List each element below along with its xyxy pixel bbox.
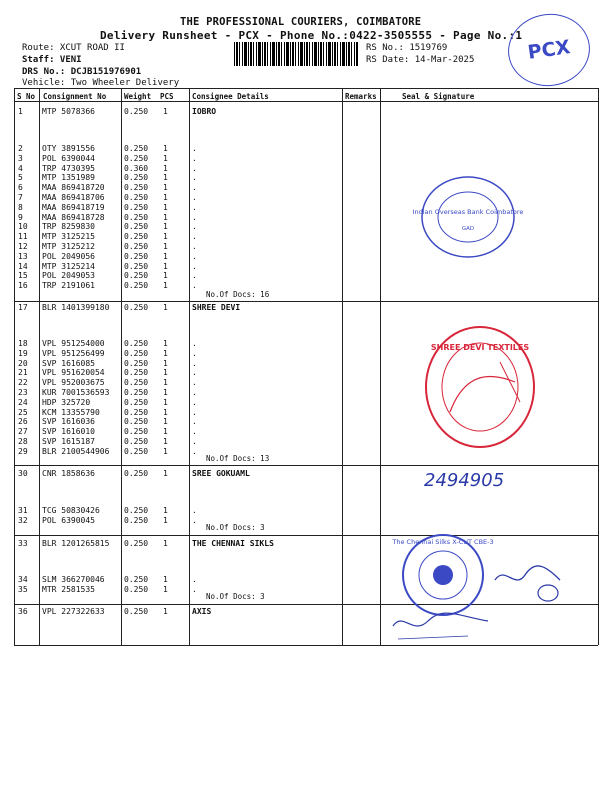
cell-wt: 0.250 [124,506,149,515]
cell-wt: 0.250 [124,515,149,525]
cell-sno: 29 [18,446,28,456]
cell-pcs: 1 [163,193,168,202]
cell-wt: 0.250 [124,469,149,478]
cell-wt: 0.250 [124,212,149,222]
cell-det: . [192,212,197,222]
cell-cons: MTP 3125214 [42,261,95,271]
cell-cons: TRP 8259830 [42,222,95,232]
bank-seal-stamp [412,172,524,262]
cell-pcs: 1 [163,163,168,173]
cell-sno: 9 [18,212,23,222]
cell-sno: 36 [18,607,28,616]
cell-wt: 0.250 [124,607,149,616]
cell-sno: 35 [18,584,28,594]
cell-cons: SVP 1616085 [42,358,95,368]
cell-sno: 13 [18,251,28,261]
cell-sno: 23 [18,388,28,397]
cell-cons: VPL 951254000 [42,339,105,348]
cell-cons: VPL 951620054 [42,368,105,378]
cell-det: . [192,358,197,368]
cell-wt: 0.250 [124,242,149,251]
cell-cons: MAA 869418719 [42,202,105,212]
cell-sno: 2 [18,144,23,153]
cell-pcs: 1 [163,251,168,261]
cell-pcs: 1 [163,339,168,348]
cell-cons: SVP 1615187 [42,437,95,446]
cell-det: . [192,281,197,291]
cell-sno: 24 [18,397,28,407]
cell-pcs: 1 [163,506,168,515]
cell-cons: BLR 1201265815 [42,539,110,548]
cell-sno: 16 [18,281,28,291]
cell-wt: 0.250 [124,446,149,456]
cell-wt: 0.250 [124,397,149,407]
cell-sno: 26 [18,417,28,427]
group-divider [14,465,598,466]
cell-det: . [192,251,197,261]
cell-sno: 15 [18,271,28,281]
cell-det: . [192,163,197,173]
cell-cons: VPL 951256499 [42,348,105,358]
cell-pcs: 1 [163,368,168,378]
cell-cons: CNR 1858636 [42,469,95,478]
cell-sno: 28 [18,437,28,446]
company-title: THE PROFESSIONAL COURIERS, COIMBATORE [180,16,422,28]
cell-wt: 0.250 [124,388,149,397]
cell-pcs: 1 [163,348,168,358]
cell-det: . [192,153,197,163]
cell-pcs: 1 [163,232,168,242]
col-seal-signature: Seal & Signature [402,92,475,101]
cell-pcs: 1 [163,584,168,594]
column-line [189,88,190,645]
route-label: Route: XCUT ROAD II [22,43,125,53]
cell-wt: 0.250 [124,437,149,446]
header-divider [14,101,598,102]
cell-cons: KUR 7001536593 [42,388,110,397]
cell-wt: 0.250 [124,539,149,548]
cell-cons: HDP 325720 [42,397,91,407]
cell-pcs: 1 [163,417,168,427]
cell-det: . [192,261,197,271]
cell-cons: TCG 50830426 [42,506,100,515]
cell-cons: MTP 3125212 [42,242,95,251]
chennai-signature [490,555,570,605]
cell-det: . [192,202,197,212]
cell-pcs: 1 [163,212,168,222]
cell-wt: 0.250 [124,303,149,312]
drs-number: DRS No.: DCJB151976901 [22,67,142,77]
cell-cons: KCM 13355790 [42,407,100,417]
cell-cons: SVP 1616036 [42,417,95,427]
pcx-stamp: PCX [503,9,594,92]
col-sno: S No [17,92,36,101]
cell-cons: BLR 2100544906 [42,446,110,456]
consignee-name: SREE GOKUAML [192,469,250,478]
cell-pcs: 1 [163,358,168,368]
docs-count: No.Of Docs: 3 [206,592,265,601]
col-weight: Weight [124,92,152,101]
cell-sno: 27 [18,427,28,437]
cell-cons: TRP 4730395 [42,163,95,173]
cell-pcs: 1 [163,222,168,232]
cell-pcs: 1 [163,388,168,397]
cell-det: . [192,378,197,388]
staff-label: Staff: VENI [22,55,82,65]
group-divider [14,301,598,302]
cell-wt: 0.250 [124,417,149,427]
column-line [380,88,381,645]
cell-cons: BLR 1401399180 [42,303,110,312]
cell-sno: 21 [18,368,28,378]
col-remarks: Remarks [345,92,377,101]
docs-count: No.Of Docs: 16 [206,290,270,299]
cell-sno: 31 [18,506,28,515]
cell-wt: 0.250 [124,358,149,368]
cell-pcs: 1 [163,261,168,271]
vehicle-label: Vehicle: Two Wheeler Delivery [22,78,180,88]
cell-det: . [192,232,197,242]
cell-wt: 0.250 [124,232,149,242]
consignee-name: SHREE DEVI [192,303,241,312]
cell-pcs: 1 [163,427,168,437]
cell-pcs: 1 [163,397,168,407]
cell-det: . [192,173,197,183]
consignee-name: AXIS [192,607,212,616]
cell-sno: 4 [18,163,23,173]
cell-cons: POL 6390044 [42,153,95,163]
cell-wt: 0.250 [124,251,149,261]
docs-count: No.Of Docs: 13 [206,454,270,463]
runsheet-subtitle: Delivery Runsheet - PCX - Phone No.:0422-3505555 - Page No.:1 [100,29,523,42]
cell-cons: OTY 3891556 [42,144,95,153]
cell-det: . [192,417,197,427]
table-top-border [14,88,598,89]
cell-cons: MAA 869418720 [42,183,105,193]
cell-wt: 0.250 [124,173,149,183]
cell-pcs: 1 [163,378,168,388]
column-line [598,88,599,645]
cell-cons: POL 2049053 [42,271,95,281]
cell-wt: 0.250 [124,222,149,232]
cell-pcs: 1 [163,469,168,478]
cell-det: . [192,437,197,446]
cell-wt: 0.250 [124,575,149,584]
cell-det: . [192,446,197,456]
cell-pcs: 1 [163,271,168,281]
cell-sno: 19 [18,348,28,358]
cell-det: . [192,339,197,348]
rs-date: RS Date: 14-Mar-2025 [366,55,475,65]
barcode [234,42,358,66]
cell-pcs: 1 [163,303,168,312]
cell-pcs: 1 [163,575,168,584]
cell-det: . [192,397,197,407]
cell-det: . [192,348,197,358]
cell-sno: 10 [18,222,28,232]
cell-wt: 0.250 [124,281,149,291]
cell-cons: POL 2049056 [42,251,95,261]
cell-wt: 0.250 [124,348,149,358]
cell-pcs: 1 [163,107,168,116]
cell-wt: 0.250 [124,407,149,417]
cell-sno: 12 [18,242,28,251]
cell-det: . [192,271,197,281]
gokulam-handwriting: 2494905 [424,470,505,491]
cell-sno: 8 [18,202,23,212]
cell-det: . [192,222,197,232]
cell-cons: SVP 1616010 [42,427,95,437]
bank-stamp-text: Indian Overseas Bank Coimbatore [412,208,524,216]
cell-cons: MAA 869418728 [42,212,105,222]
group-divider [14,535,598,536]
cell-pcs: 1 [163,515,168,525]
cell-det: . [192,183,197,193]
table-bottom-border [14,645,598,646]
cell-sno: 18 [18,339,28,348]
cell-wt: 0.250 [124,378,149,388]
cell-det: . [192,388,197,397]
cell-cons: VPL 227322633 [42,607,105,616]
cell-det: . [192,144,197,153]
cell-sno: 11 [18,232,28,242]
col-pcs: PCS [160,92,174,101]
cell-cons: VPL 952003675 [42,378,105,388]
cell-det: . [192,427,197,437]
cell-pcs: 1 [163,539,168,548]
cell-sno: 14 [18,261,28,271]
cell-pcs: 1 [163,183,168,193]
cell-sno: 32 [18,515,28,525]
cell-sno: 17 [18,303,28,312]
cell-sno: 33 [18,539,28,548]
svg-text:GAD: GAD [461,226,475,232]
cell-pcs: 1 [163,242,168,251]
column-line [342,88,343,645]
cell-sno: 7 [18,193,23,202]
cell-sno: 22 [18,378,28,388]
cell-det: . [192,407,197,417]
cell-det: . [192,368,197,378]
cell-cons: MTP 5078366 [42,107,95,116]
cell-pcs: 1 [163,437,168,446]
cell-pcs: 1 [163,144,168,153]
cell-wt: 0.250 [124,202,149,212]
cell-pcs: 1 [163,153,168,163]
cell-sno: 5 [18,173,23,183]
axis-signature [388,606,498,646]
cell-det: . [192,506,197,515]
cell-wt: 0.250 [124,584,149,594]
cell-wt: 0.250 [124,183,149,193]
cell-sno: 20 [18,358,28,368]
cell-cons: TRP 2191061 [42,281,95,291]
consignee-name: IOBRO [192,107,217,116]
cell-wt: 0.250 [124,107,149,116]
textile-stamp-text: SHREE DEVI TEXTILES [430,343,530,352]
cell-sno: 3 [18,153,23,163]
cell-wt: 0.250 [124,368,149,378]
col-consignee: Consignee Details [192,92,269,101]
textile-seal-stamp [420,322,540,452]
cell-det: . [192,242,197,251]
cell-cons: MAA 869418706 [42,193,105,202]
cell-cons: MTP 3125215 [42,232,95,242]
cell-cons: SLM 366270046 [42,575,105,584]
cell-wt: 0.250 [124,427,149,437]
cell-wt: 0.250 [124,339,149,348]
cell-pcs: 1 [163,281,168,291]
cell-cons: POL 6390045 [42,515,95,525]
cell-wt: 0.250 [124,271,149,281]
cell-det: . [192,193,197,202]
cell-cons: MTP 1351989 [42,173,95,183]
column-line [39,88,40,645]
cell-sno: 30 [18,469,28,478]
col-consignment: Consignment No [43,92,107,101]
cell-sno: 25 [18,407,28,417]
chennai-stamp-text: The Chennai Silks X-CUT CBE-3 [392,538,494,546]
column-line [14,88,15,645]
rs-number: RS No.: 1519769 [366,43,448,53]
consignee-name: THE CHENNAI SIKLS [192,539,274,548]
cell-pcs: 1 [163,407,168,417]
cell-wt: 0.250 [124,144,149,153]
docs-count: No.Of Docs: 3 [206,523,265,532]
cell-pcs: 1 [163,173,168,183]
cell-wt: 0.250 [124,153,149,163]
cell-wt: 0.250 [124,193,149,202]
cell-wt: 0.360 [124,163,149,173]
cell-det: . [192,575,197,584]
cell-det: . [192,515,197,525]
cell-sno: 6 [18,183,23,193]
cell-wt: 0.250 [124,261,149,271]
cell-pcs: 1 [163,202,168,212]
cell-pcs: 1 [163,607,168,616]
cell-sno: 1 [18,107,23,116]
cell-pcs: 1 [163,446,168,456]
cell-cons: MTR 2581535 [42,584,95,594]
cell-sno: 34 [18,575,28,584]
cell-det: . [192,584,197,594]
